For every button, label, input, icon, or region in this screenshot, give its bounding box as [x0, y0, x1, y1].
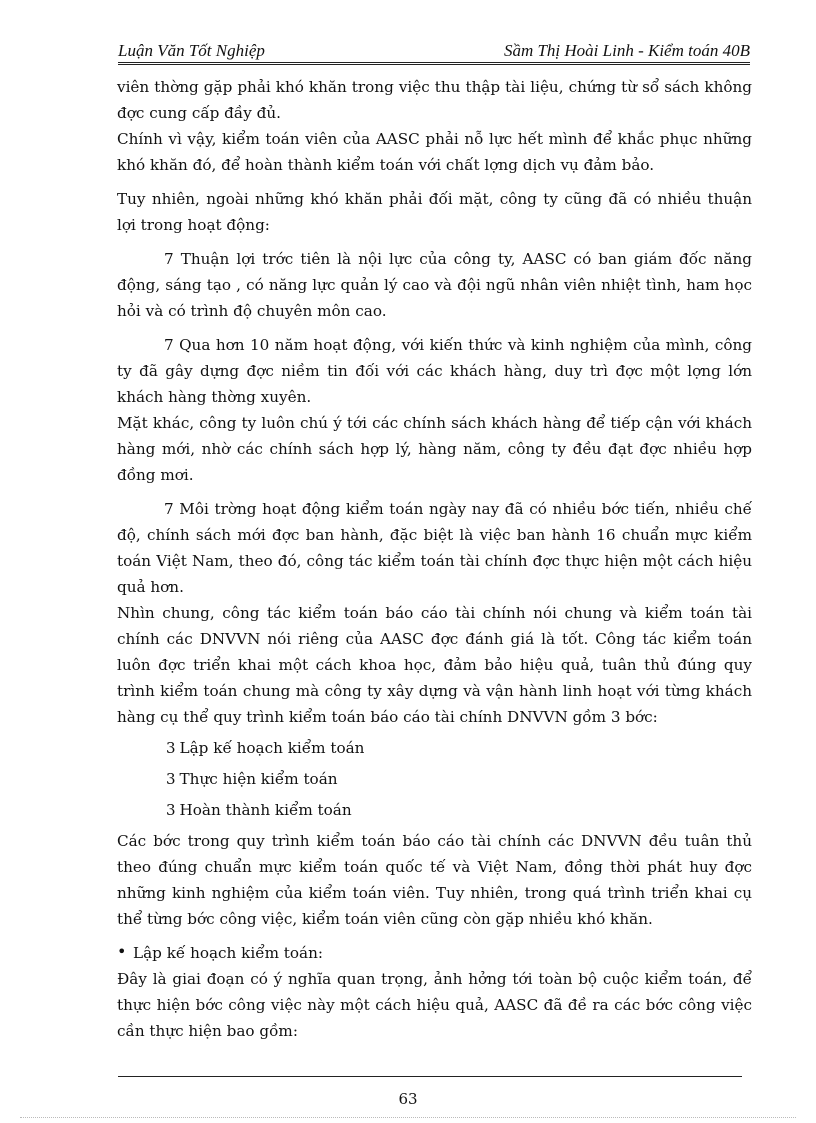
step-number: 3	[166, 801, 176, 819]
paragraph-4: 7 Thuận lợi trớc tiên là nội lực của công ty, AASC có ban giám đốc năng động, sáng tạo , có năng lực quản lý cao và đội ngũ nhân viên nhiệt tình, ham học hỏi và có trình độ chuyên môn cao.	[117, 250, 752, 320]
paragraph-8: Nhìn chung, công tác kiểm toán báo cáo tài chính nói chung và kiểm toán tài chính các DNVVN nói riêng của AASC đợc đánh giá là tốt. Công tác kiểm toán luôn đợc triển khai một cách khoa học, đảm bảo hiệu quả, tuân thủ đúng quy trình kiểm toán chung mà công ty xây dựng và vận hành linh hoạt với từng khách hàng cụ thể quy trình kiểm toán báo cáo tài chính DNVVN gồm 3 bớc:	[117, 604, 752, 726]
header-right-author: Sầm Thị Hoài Linh - Kiểm toán 40B	[503, 41, 750, 60]
bullet-icon: •	[117, 942, 127, 961]
step-item	[117, 766, 752, 792]
page-header	[118, 37, 750, 65]
step-number: 3	[166, 739, 176, 757]
paragraph-5: 7 Qua hơn 10 năm hoạt động, với kiến thức và kinh nghiệm của mình, công ty đã gây dựng đợc niềm tin đối với các khách hàng, duy trì đợc một lợng lớn khách hàng thờng xuyên.	[117, 336, 752, 406]
paragraph-9: Các bớc trong quy trình kiểm toán báo cáo tài chính các DNVVN đều tuân thủ theo đúng chuẩn mực kiểm toán quốc tế và Việt Nam, đồng thời phát huy đợc những kinh nghiệm của kiểm toán viên. Tuy nhiên, trong quá trình triển khai cụ thể từng bớc công việc, kiểm toán viên cũng còn gặp nhiều khó khăn.	[117, 832, 752, 928]
page-edge-dots	[20, 1117, 796, 1118]
paragraph-1: viên thờng gặp phải khó khăn trong việc thu thập tài liệu, chứng từ sổ sách không đợc cung cấp đầy đủ.	[117, 78, 752, 122]
page-number: 63	[398, 1090, 418, 1108]
paragraph-10: Đây là giai đoạn có ý nghĩa quan trọng, ảnh hởng tới toàn bộ cuộc kiểm toán, để thực hiện bớc công việc này một cách hiệu quả, AASC đã đề ra các bớc công việc cần thực hiện bao gồm:	[117, 970, 752, 1040]
bullet-item	[117, 940, 752, 966]
header-left-title: Luận Văn Tốt Nghiệp	[118, 41, 265, 60]
step-number: 3	[166, 770, 176, 788]
step-label: Hoàn thành kiểm toán	[179, 801, 352, 819]
step-label: Lập kế hoạch kiểm toán	[179, 739, 365, 757]
paragraph-2: Chính vì vậy, kiểm toán viên của AASC phải nỗ lực hết mình để khắc phục những khó khăn đó, để hoàn thành kiểm toán với chất lợng dịch vụ đảm bảo.	[117, 130, 752, 174]
step-item	[117, 735, 752, 761]
paragraph-3: Tuy nhiên, ngoài những khó khăn phải đối mặt, công ty cũng đã có nhiều thuận lợi trong hoạt động:	[117, 190, 752, 234]
document-body	[117, 74, 752, 1044]
paragraph-6: Mặt khác, công ty luôn chú ý tới các chính sách khách hàng để tiếp cận với khách hàng mới, nhờ các chính sách hợp lý, hàng năm, công ty đều đạt đợc nhiều hợp đồng mơi.	[117, 414, 752, 484]
step-item	[117, 797, 752, 823]
paragraph-7: 7 Môi trờng hoạt động kiểm toán ngày nay đã có nhiều bớc tiến, nhiều chế độ, chính sách mới đợc ban hành, đặc biệt là việc ban hành 16 chuẩn mực kiểm toán Việt Nam, theo đó, công tác kiểm toán tài chính đợc thực hiện một cách hiệu quả hơn.	[117, 500, 752, 596]
step-label: Thực hiện kiểm toán	[179, 770, 338, 788]
bullet-label: Lập kế hoạch kiểm toán:	[133, 944, 323, 962]
footer-rule	[118, 1076, 742, 1077]
header-rule	[118, 62, 750, 65]
